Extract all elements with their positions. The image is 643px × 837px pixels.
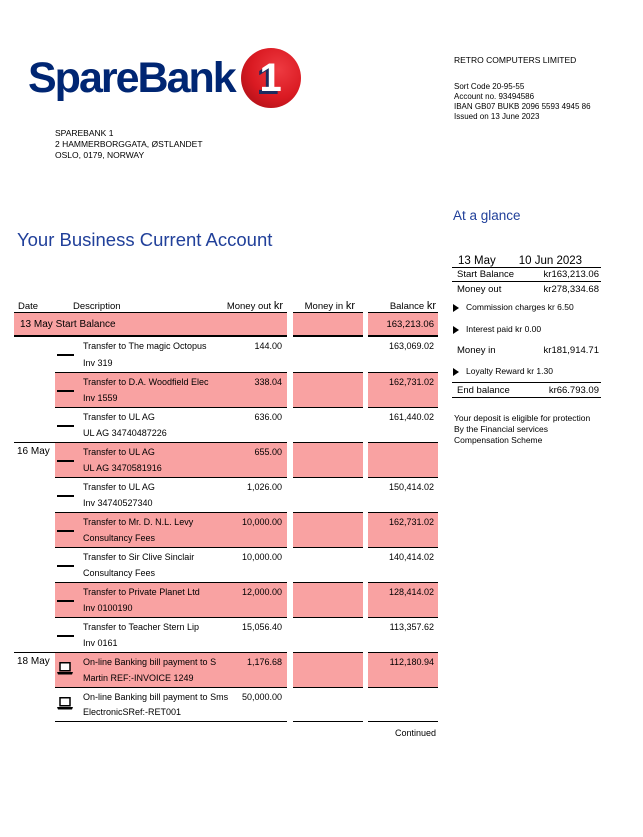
balance-cell — [368, 547, 438, 582]
text-line: Account no. 93494586 — [454, 92, 535, 101]
transaction-main-cell — [55, 617, 287, 652]
balance-cell — [368, 337, 438, 372]
glance-value: kr66.793.09 — [548, 384, 599, 396]
money-out-value: 1,176.68 — [246, 657, 282, 667]
money-in-cell — [293, 582, 363, 617]
date-cell — [14, 582, 55, 617]
continued-label: Continued — [394, 728, 436, 738]
transaction-reference: Consultancy Fees — [83, 533, 156, 543]
transaction-main-cell — [55, 372, 287, 407]
transfer-icon — [57, 495, 74, 497]
balance-cell — [368, 372, 438, 407]
page-title: Your Business Current Account — [17, 229, 273, 250]
glance-bullet-row — [452, 324, 601, 335]
transaction-rows — [14, 337, 438, 722]
text-line: SPAREBANK 1 — [55, 128, 114, 138]
glance-bullet-text: Loyalty Reward kr 1.30 — [466, 366, 553, 376]
start-balance-value: 163,213.06 — [368, 312, 438, 337]
start-balance-row — [14, 312, 438, 337]
money-in-cell — [293, 477, 363, 512]
transaction-row — [14, 372, 438, 407]
transaction-row — [14, 477, 438, 512]
header-money-out: Money out kr — [226, 300, 283, 312]
account-details — [454, 82, 629, 122]
transaction-reference: Consultancy Fees — [83, 568, 156, 578]
transfer-icon — [57, 635, 74, 637]
transaction-main-cell — [55, 582, 287, 617]
header-main — [55, 301, 287, 312]
balance-cell — [368, 652, 438, 687]
start-balance-label: 13 May Start Balance — [14, 312, 287, 337]
transactions-table — [14, 298, 438, 738]
balance-cell — [368, 407, 438, 442]
transaction-description: On-line Banking bill payment to S — [83, 657, 217, 667]
glance-bullet-text: Commission charges kr 6.50 — [466, 302, 574, 312]
transaction-reference: Inv 34740527340 — [83, 498, 153, 508]
transaction-reference: Inv 1559 — [83, 393, 118, 403]
transaction-main-cell — [55, 407, 287, 442]
money-out-value: 10,000.00 — [241, 517, 282, 527]
transaction-row — [14, 547, 438, 582]
transaction-description: Transfer to Mr. D. N.L. Levy — [83, 517, 194, 527]
transfer-icon — [57, 460, 74, 462]
bank-address — [55, 128, 203, 161]
money-out-value: 15,056.40 — [241, 622, 282, 632]
date-cell: 18 May — [14, 652, 55, 687]
glance-value: kr181,914.71 — [543, 344, 599, 356]
transfer-icon — [57, 354, 74, 356]
date-cell — [14, 512, 55, 547]
triangle-bullet-icon — [453, 368, 459, 376]
text-line: OSLO, 0179, NORWAY — [55, 150, 145, 160]
transaction-main-cell — [55, 512, 287, 547]
account-holder-name: RETRO COMPUTERS LIMITED — [454, 55, 577, 65]
money-out-value: 655.00 — [254, 447, 282, 457]
transaction-description: On-line Banking bill payment to Sms — [83, 692, 229, 702]
money-out-value: 12,000.00 — [241, 587, 282, 597]
transaction-row — [14, 407, 438, 442]
transaction-row — [14, 582, 438, 617]
triangle-bullet-icon — [453, 304, 459, 312]
glance-row — [452, 382, 601, 398]
transaction-reference: Martin REF:-INVOICE 1249 — [83, 673, 194, 683]
start-balance-money-in-cell — [293, 312, 363, 337]
glance-row — [452, 282, 601, 296]
table-header-row — [14, 298, 438, 312]
date-cell — [14, 337, 55, 372]
transaction-description: Transfer to Private Planet Ltd — [83, 587, 200, 597]
text-line: Issued on 13 June 2023 — [454, 112, 540, 121]
transaction-main-cell — [55, 652, 287, 687]
text-line: 2 HAMMERBORGGATA, ØSTLANDET — [55, 139, 203, 149]
transfer-icon — [57, 425, 74, 427]
transaction-row — [14, 687, 438, 722]
text-line: Your deposit is eligible for protection — [454, 413, 591, 423]
transaction-reference: ElectronicSRef:-RET001 — [83, 707, 182, 717]
transaction-row — [14, 512, 438, 547]
transfer-icon — [57, 390, 74, 392]
transaction-main-cell — [55, 442, 287, 477]
account-info — [454, 55, 629, 122]
header-balance: Balance kr — [389, 300, 436, 312]
glance-label: Money in — [457, 344, 496, 356]
money-in-cell — [293, 652, 363, 687]
statement-period — [452, 252, 601, 268]
triangle-bullet-icon — [453, 326, 459, 334]
glance-bullet-text: Interest paid kr 0.00 — [466, 324, 542, 334]
money-out-value: 10,000.00 — [241, 552, 282, 562]
date-cell — [14, 407, 55, 442]
transaction-description: Transfer to D.A. Woodfield Elec — [83, 377, 209, 387]
glance-value: kr278,334.68 — [543, 283, 599, 295]
transaction-reference: UL AG 34740487226 — [83, 428, 167, 438]
glance-bullet-row — [452, 302, 601, 313]
transaction-description: Transfer to UL AG — [83, 447, 155, 457]
money-in-cell — [293, 547, 363, 582]
badge-digit: 1 — [259, 56, 282, 100]
transaction-description: Transfer to UL AG — [83, 482, 155, 492]
money-in-cell — [293, 512, 363, 547]
transaction-main-cell — [55, 477, 287, 512]
money-out-value: 50,000.00 — [241, 692, 282, 702]
balance-value: 128,414.02 — [388, 587, 434, 597]
transaction-description: Transfer to Teacher Stern Lip — [83, 622, 200, 632]
money-out-value: 636.00 — [254, 412, 282, 422]
period-start-date: 13 May — [458, 255, 496, 267]
header-money-in: Money in kr — [304, 300, 355, 312]
balance-value: 161,440.02 — [388, 412, 434, 422]
balance-value: 112,180.94 — [389, 657, 434, 667]
money-in-cell — [293, 687, 363, 722]
text-line: IBAN GB07 BUKB 2096 5593 4945 86 — [454, 102, 591, 111]
glance-label: Start Balance — [457, 269, 515, 280]
balance-cell — [368, 512, 438, 547]
money-out-value: 144.00 — [254, 341, 282, 351]
balance-value: 163,069.02 — [388, 341, 434, 351]
glance-value: kr163,213.06 — [543, 269, 599, 280]
money-in-cell — [293, 372, 363, 407]
at-a-glance-rows — [452, 268, 601, 398]
date-cell — [14, 617, 55, 652]
sparebank-wordmark: SpareBank — [28, 54, 235, 102]
text-line: Sort Code 20-95-55 — [454, 82, 525, 91]
glance-row — [452, 343, 601, 357]
date-cell — [14, 687, 55, 722]
balance-value: 162,731.02 — [388, 377, 434, 387]
transaction-main-cell — [55, 547, 287, 582]
balance-value: 162,731.02 — [388, 517, 434, 527]
money-in-cell — [293, 407, 363, 442]
transaction-row — [14, 442, 438, 477]
balance-cell — [368, 582, 438, 617]
transaction-reference: Inv 0100190 — [83, 603, 133, 613]
sparebank-logo — [28, 48, 301, 108]
online-banking-laptop-icon — [57, 697, 73, 715]
balance-value: 140,414.02 — [388, 552, 434, 562]
deposit-protection-note — [454, 413, 590, 446]
glance-label: End balance — [457, 384, 510, 396]
date-cell — [14, 372, 55, 407]
transaction-row — [14, 337, 438, 372]
money-in-cell — [293, 442, 363, 477]
balance-cell — [368, 617, 438, 652]
text-line: Compensation Scheme — [454, 435, 543, 445]
balance-cell — [368, 442, 438, 477]
transaction-main-cell — [55, 687, 287, 722]
at-a-glance-panel — [452, 252, 601, 398]
balance-cell — [368, 477, 438, 512]
date-cell — [14, 547, 55, 582]
transaction-description: Transfer to UL AG — [83, 412, 155, 422]
transfer-icon — [57, 565, 74, 567]
transaction-main-cell — [55, 337, 287, 372]
glance-row — [452, 268, 601, 282]
balance-cell — [368, 687, 438, 722]
date-cell: 16 May — [14, 442, 55, 477]
transaction-description: Transfer to Sir Clive Sinclair — [83, 552, 195, 562]
date-cell — [14, 477, 55, 512]
transaction-row — [14, 617, 438, 652]
transfer-icon — [57, 530, 74, 532]
sparebank-one-badge-icon — [241, 48, 301, 108]
balance-value: 150,414.02 — [388, 482, 434, 492]
at-a-glance-title: At a glance — [453, 208, 521, 223]
online-banking-laptop-icon — [57, 662, 73, 680]
money-out-value: 338.04 — [254, 377, 282, 387]
header-date: Date — [18, 301, 39, 312]
money-in-cell — [293, 337, 363, 372]
glance-bullet-row — [452, 366, 601, 377]
balance-value: 113,357.62 — [389, 622, 434, 632]
glance-label: Money out — [457, 283, 502, 295]
header-description: Description — [73, 301, 121, 312]
transaction-reference: UL AG 3470581916 — [83, 463, 162, 473]
money-out-value: 1,026.00 — [246, 482, 282, 492]
transaction-description: Transfer to The magic Octopus — [83, 341, 207, 351]
transaction-row — [14, 652, 438, 687]
period-end-date: 10 Jun 2023 — [518, 255, 583, 267]
transaction-reference: Inv 319 — [83, 358, 113, 368]
transaction-reference: Inv 0161 — [83, 638, 118, 648]
text-line: By the Financial services — [454, 424, 549, 434]
transfer-icon — [57, 600, 74, 602]
money-in-cell — [293, 617, 363, 652]
